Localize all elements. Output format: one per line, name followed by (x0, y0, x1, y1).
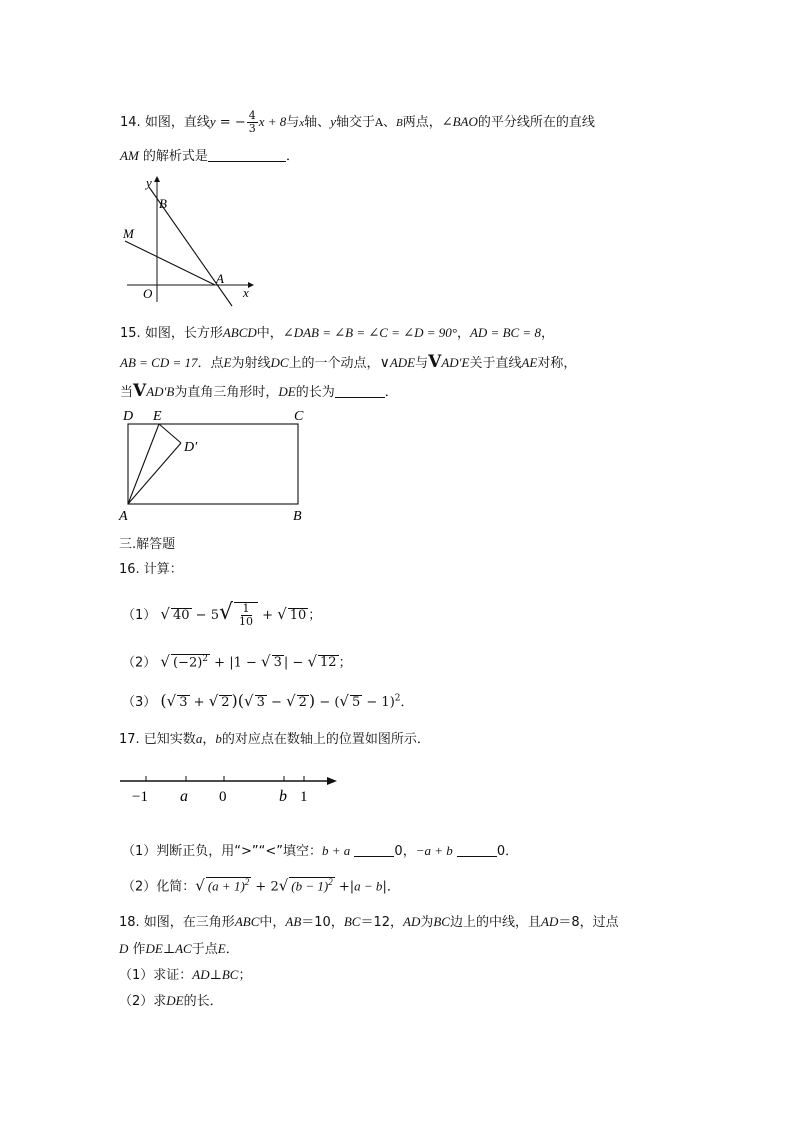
label-e: E (153, 409, 162, 424)
q17-blank-2[interactable] (457, 844, 497, 857)
label-b: B (159, 196, 167, 211)
number-line (115, 768, 345, 810)
label-x: x (243, 285, 249, 300)
q15-line2: AB = CD = 17．点E为射线DC上的一个动点，∨ADE与VAD′E关于直线AE对称， (120, 352, 577, 372)
axis-arrow (327, 777, 337, 785)
triangle-icon: V (428, 352, 442, 372)
q17-part1: （1）判断正负，用“>”“<”填空：b + a 0，−a + b 0． (122, 843, 519, 859)
q15-answer-blank[interactable] (335, 385, 385, 398)
triangle-icon: ∨ (379, 355, 390, 371)
label-c: C (294, 409, 304, 424)
q16-title: 16. 计算： (119, 562, 183, 577)
segment-ed-prime (159, 424, 181, 443)
q14-line1: 14. 如图，直线y = − $\frac{4}{3}$ x + 8与x轴、y轴交于A、B两点，∠BAO的平分线所在的直线 (120, 109, 595, 135)
q18-part2: （2）求DE的长． (119, 993, 223, 1009)
q17-part2: （2）化简：√ $(a + 1)^2 + 2√$ $(b - 1)^2 +|a - b|$． (122, 876, 400, 895)
x-axis-arrow (248, 282, 254, 288)
q18-part1: （1）求证：AD⊥BC； (119, 967, 252, 983)
label-b: b (279, 788, 287, 805)
segment-ad-prime (128, 443, 181, 504)
q14-answer-blank[interactable] (208, 149, 286, 162)
rectangle-abcd (128, 424, 298, 504)
label-one: 1 (300, 789, 308, 805)
label-b: B (293, 509, 302, 524)
label-m: M (123, 226, 134, 241)
segment-ae (128, 424, 159, 504)
q16-part1: （1） √ 40 − 5√ $\frac{1}{10}$ + √ 10 ； (122, 600, 322, 628)
q14-line2: AM 的解析式是 ． (120, 148, 299, 164)
label-o: O (143, 286, 153, 301)
y-axis-arrow (154, 176, 160, 182)
label-a: a (180, 788, 188, 805)
sqrt-fraction: $\frac{1}{10}$ (234, 602, 258, 628)
q14-fraction: $\frac{4}{3}$ (248, 109, 256, 135)
q15-line3: 当VAD′B为直角三角形时，DE的长为 ． (120, 381, 398, 401)
label-d-prime: D′ (184, 440, 198, 455)
q15-line1: 15. 如图，长方形ABCD中，∠DAB = ∠B = ∠C = ∠D = 90°，AD = BC = 8， (120, 325, 554, 341)
label-minus-one: −1 (132, 789, 148, 805)
label-zero: 0 (219, 789, 227, 805)
q16-part2: （2） √ $(-2)^2 + |1$ − √ 3 | − √ 12 ； (122, 652, 352, 671)
label-d: D (123, 409, 134, 424)
label-a: A (119, 509, 128, 524)
q18-line1: 18. 如图，在三角形ABC中，AB＝10，BC＝12，AD为BC边上的中线，且AD＝8，过点 (119, 914, 619, 930)
label-y: y (146, 175, 152, 190)
q18-line2: D 作DE⊥AC于点E． (119, 941, 239, 957)
q14-figure (115, 172, 265, 307)
label-a: A (216, 271, 224, 286)
q17-line1: 17. 已知实数a，b的对应点在数轴上的位置如图所示． (119, 731, 430, 747)
section-heading: 三.解答题 (119, 537, 176, 552)
q17-blank-1[interactable] (354, 844, 394, 857)
triangle-icon: V (133, 381, 147, 401)
q16-part3: （3） (√ 3 + √ 2 )(√ 3 − √ 2 ) − (√ 5 − 1)$^2$． (122, 691, 414, 710)
q15-figure (115, 402, 315, 527)
